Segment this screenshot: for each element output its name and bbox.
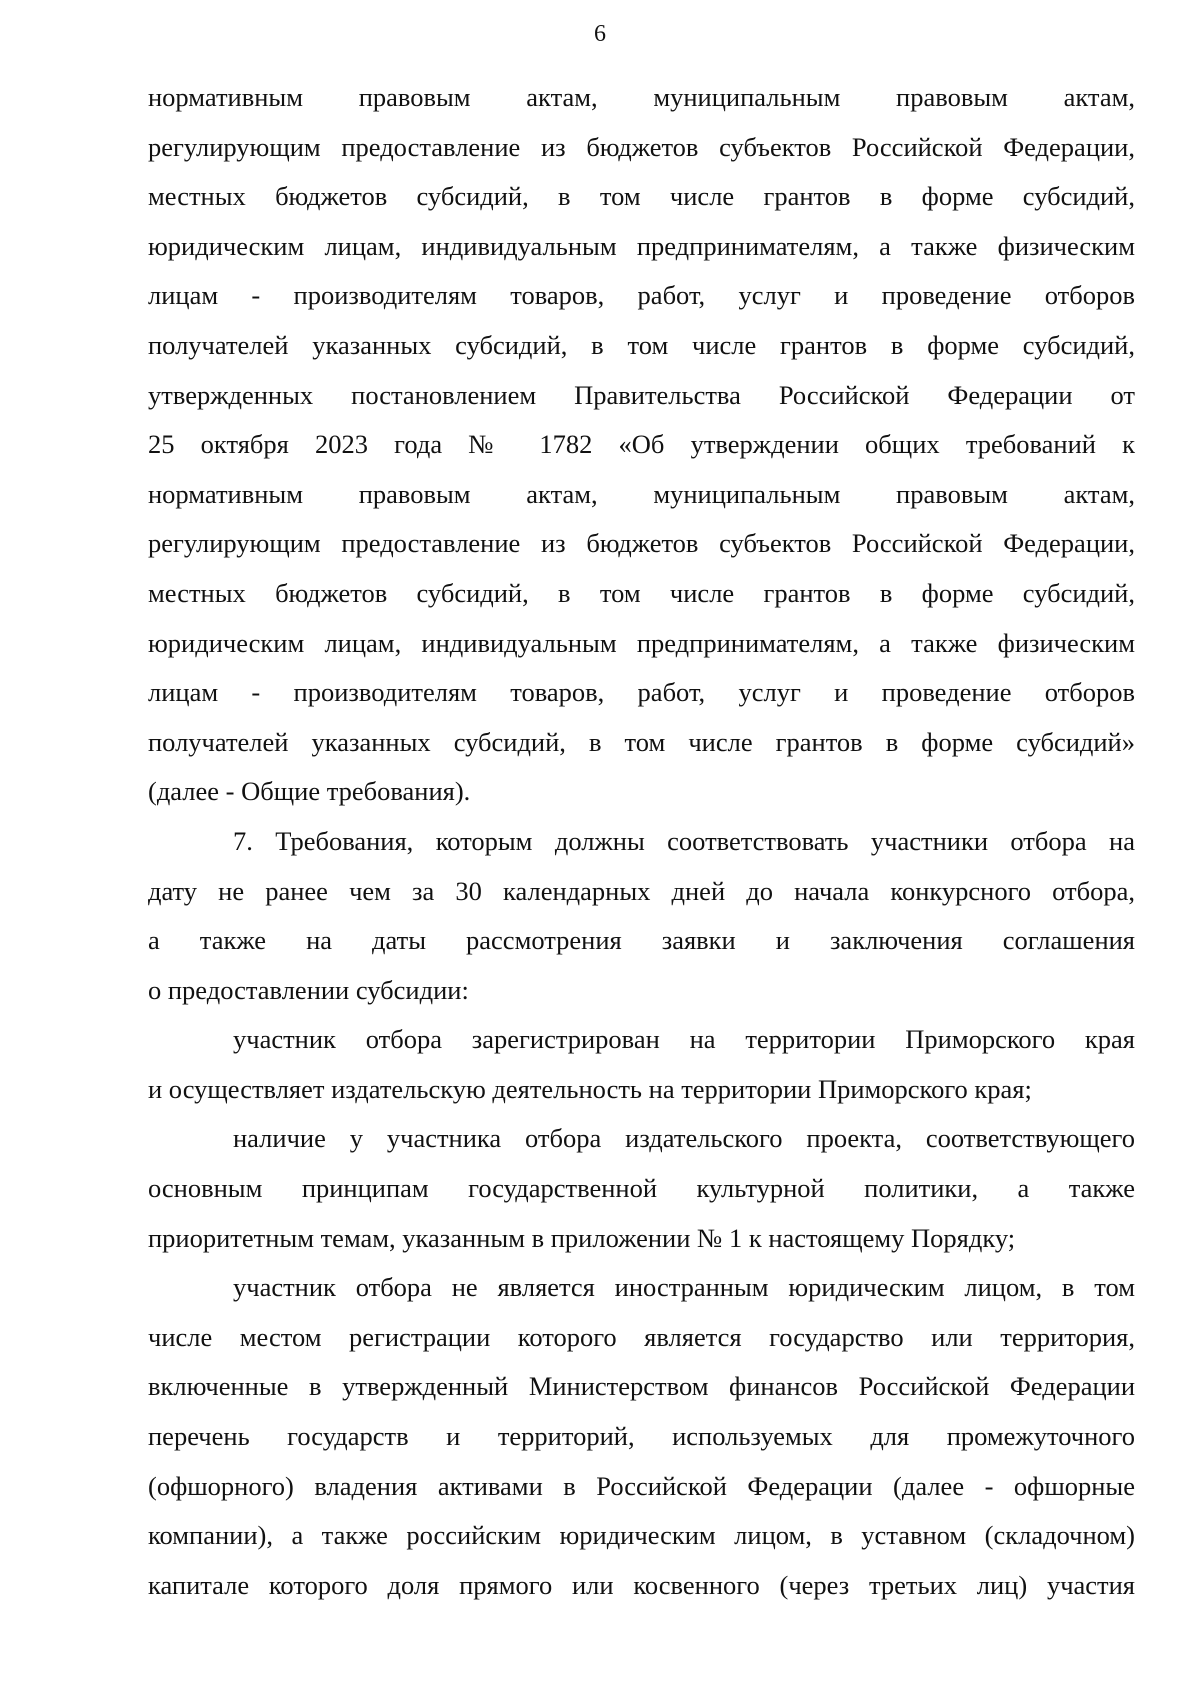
text-line: участник отбора зарегистрирован на территории Приморского края: [233, 1024, 1135, 1055]
body-text: [148, 73, 1135, 1610]
text-line: числе местом регистрации которого является государство или территория,: [148, 1321, 1135, 1352]
text-line: утвержденных постановлением Правительства Российской Федерации от: [148, 379, 1135, 410]
text-line: капитале которого доля прямого или косвенного (через третьих лиц) участия: [148, 1569, 1135, 1600]
text-line: наличие у участника отбора издательского проекта, соответствующего: [233, 1123, 1135, 1154]
text-line: участник отбора не является иностранным юридическим лицом, в том: [233, 1272, 1135, 1303]
text-line: 25 октября 2023 года № 1782 «Об утверждении общих требований к: [148, 429, 1135, 460]
text-line: юридическим лицам, индивидуальным предпринимателям, а также физическим: [148, 627, 1135, 658]
text-line: получателей указанных субсидий, в том числе грантов в форме субсидий»: [148, 726, 1135, 757]
page-number: 6: [594, 21, 606, 47]
text-line: лицам - производителям товаров, работ, услуг и проведение отборов: [148, 280, 1135, 311]
text-line: дату не ранее чем за 30 календарных дней до начала конкурсного отбора,: [148, 875, 1135, 906]
text-line: (офшорного) владения активами в Российской Федерации (далее - офшорные: [148, 1470, 1135, 1501]
text-line: включенные в утвержденный Министерством финансов Российской Федерации: [148, 1371, 1135, 1402]
text-line: основным принципам государственной культурной политики, а также: [148, 1173, 1135, 1204]
text-line: местных бюджетов субсидий, в том числе грантов в форме субсидий,: [148, 577, 1135, 608]
text-line: 7. Требования, которым должны соответствовать участники отбора на: [233, 825, 1135, 856]
text-line: получателей указанных субсидий, в том числе грантов в форме субсидий,: [148, 329, 1135, 360]
text-line: перечень государств и территорий, используемых для промежуточного: [148, 1421, 1135, 1452]
text-line: о предоставлении субсидии:: [148, 974, 469, 1005]
text-line: регулирующим предоставление из бюджетов субъектов Российской Федерации,: [148, 131, 1135, 162]
text-line: компании), а также российским юридическим лицом, в уставном (складочном): [148, 1520, 1135, 1551]
text-line: юридическим лицам, индивидуальным предпринимателям, а также физическим: [148, 230, 1135, 261]
text-line: нормативным правовым актам, муниципальным правовым актам,: [148, 82, 1135, 112]
text-line: лицам - производителям товаров, работ, услуг и проведение отборов: [148, 677, 1135, 708]
text-line: и осуществляет издательскую деятельность на территории Приморского края;: [148, 1073, 1032, 1104]
text-line: регулирующим предоставление из бюджетов субъектов Российской Федерации,: [148, 528, 1135, 559]
text-line: приоритетным темам, указанным в приложении № 1 к настоящему Порядку;: [148, 1222, 1016, 1253]
text-line: нормативным правовым актам, муниципальным правовым актам,: [148, 478, 1135, 509]
text-line: местных бюджетов субсидий, в том числе грантов в форме субсидий,: [148, 181, 1135, 212]
text-line: (далее - Общие требования).: [148, 776, 471, 807]
text-line: а также на даты рассмотрения заявки и заключения соглашения: [148, 925, 1135, 956]
